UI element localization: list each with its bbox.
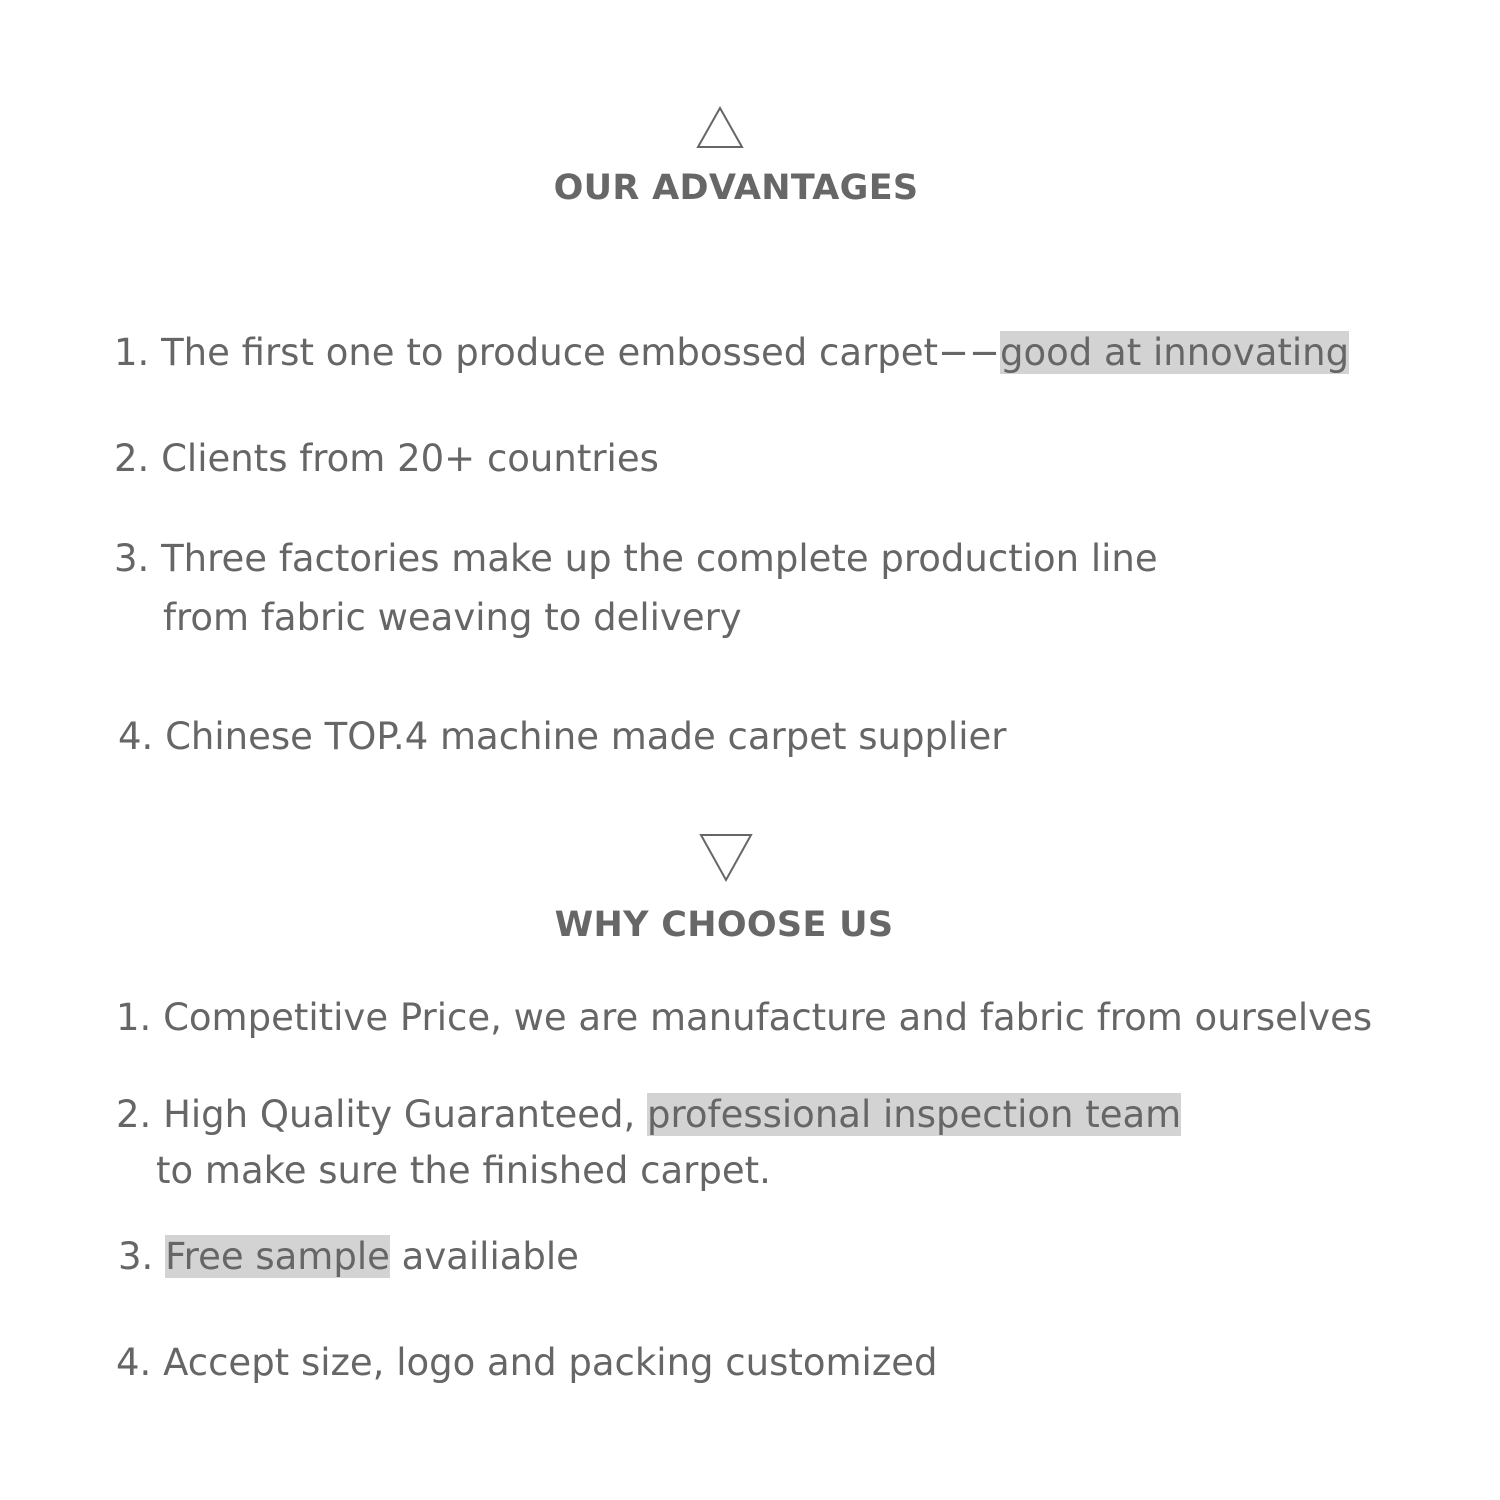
item-text: Three factories make up the complete production line xyxy=(161,537,1158,580)
item-text: Clients from 20+ countries xyxy=(161,437,659,480)
item-number: 3. xyxy=(114,537,150,580)
item-text: availiable xyxy=(389,1235,579,1278)
item-number: 4. xyxy=(116,1341,152,1384)
item-text: Accept size, logo and packing customized xyxy=(163,1341,938,1384)
item-text: Competitive Price, we are manufacture and fabric from ourselves xyxy=(163,996,1373,1039)
item-number: 1. xyxy=(116,996,152,1039)
advantage-item-2 xyxy=(114,437,659,480)
why-item-2 xyxy=(116,1093,1182,1136)
triangle-down-outline-icon xyxy=(699,833,753,883)
item-number: 4. xyxy=(118,715,154,758)
highlighted-text: good at innovating xyxy=(1000,331,1350,374)
item-number: 2. xyxy=(114,437,150,480)
why-choose-us-title: WHY CHOOSE US xyxy=(554,905,894,945)
why-item-4 xyxy=(116,1341,938,1384)
item-text: Chinese TOP.4 machine made carpet supplier xyxy=(165,715,1007,758)
highlighted-text: Free sample xyxy=(165,1235,390,1278)
item-text: High Quality Guaranteed, xyxy=(163,1093,648,1136)
item-number: 3. xyxy=(118,1235,154,1278)
item-number: 2. xyxy=(116,1093,152,1136)
advantage-item-3 xyxy=(114,537,1158,580)
advantage-item-3-continuation: from fabric weaving to delivery xyxy=(163,596,742,639)
why-item-1 xyxy=(116,996,1373,1039)
item-number: 1. xyxy=(114,331,150,374)
advantage-item-4 xyxy=(118,715,1007,758)
item-text: The first one to produce embossed carpet−− xyxy=(161,331,1001,374)
advantage-item-1 xyxy=(114,331,1350,374)
advantages-title: OUR ADVANTAGES xyxy=(553,168,919,208)
why-item-2-continuation: to make sure the finished carpet. xyxy=(156,1149,771,1192)
triangle-up-outline-icon xyxy=(696,106,744,150)
highlighted-text: professional inspection team xyxy=(647,1093,1182,1136)
why-item-3 xyxy=(118,1235,579,1278)
